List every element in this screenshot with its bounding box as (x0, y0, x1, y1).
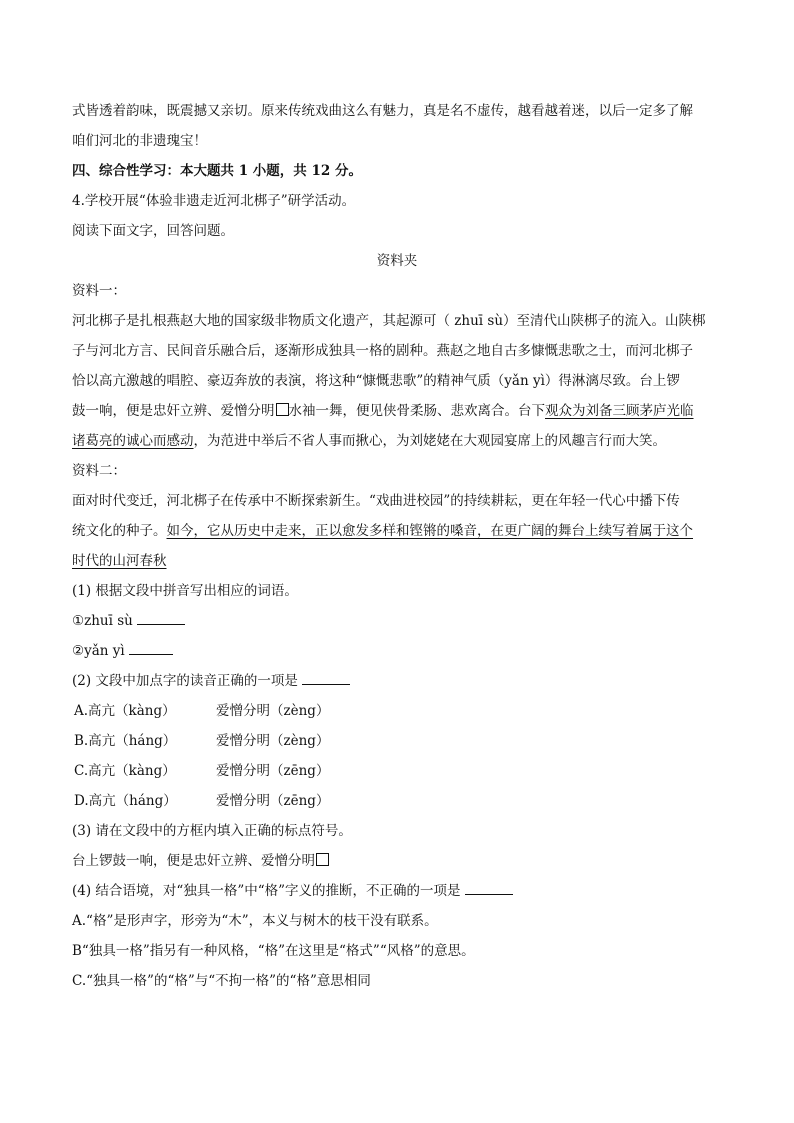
underlined-sentence-part-2: 诸葛亮的诚心而感动 (72, 433, 194, 449)
material-2-line-2-pre: 统文化的种子。 (72, 523, 167, 539)
underlined-sentence-part-1: 观众为刘备三顾茅庐光临 (545, 403, 694, 419)
option-b-col: 爱憎分明（zēng） (216, 763, 330, 779)
intro-line-2: 咱们河北的非遗瑰宝！ (72, 133, 207, 149)
underlined-sentence-part-1: 如今，它从历史中走来，正以愈发多样和铿锵的嗓音，在更广阔的舞台上续写着属于这个 (166, 523, 693, 539)
material-1-label: 资料一： (72, 283, 126, 299)
page-content (72, 100, 722, 1000)
sub-question-3-prompt: (3) 请在文段中的方框内填入正确的标点符号。 (72, 823, 352, 839)
sub-question-1-item (72, 610, 722, 632)
answer-blank[interactable] (302, 670, 350, 685)
underlined-sentence-part-2: 时代的山河春秋 (72, 553, 167, 569)
pinyin-item: ①zhuī sù (72, 613, 133, 629)
option-a-col: C.高亢（kàng） (74, 763, 176, 779)
option-b-col: 爱憎分明（zèng） (216, 703, 330, 719)
sub-question-1-prompt: (1) 根据文段中拼音写出相应的词语。 (72, 583, 298, 599)
question-4-instruction: 阅读下面文字，回答问题。 (72, 223, 234, 239)
material-1-line-5-rest: ，为范进中举后不省人事而揪心，为刘姥姥在大观园宴席上的风趣言行而大笑。 (193, 433, 666, 449)
answer-blank[interactable] (465, 880, 513, 895)
material-2-label: 资料二： (72, 463, 126, 479)
intro-line-1: 式皆透着韵味，既震撼又亲切。原来传统戏曲这么有魅力，真是名不虚传，越看越着迷，以后一定多了解 (72, 103, 693, 119)
sub-question-3-text (72, 850, 722, 872)
material-2-line-2 (72, 520, 722, 542)
option-a-col: D.高亢（háng） (74, 793, 177, 809)
material-1-line-4-pre: 鼓一响，便是忠奸立辨、爱憎分明 (72, 403, 275, 419)
sub-question-2-prompt (72, 670, 722, 692)
sub-question-4-text: (4) 结合语境，对“独具一格”中“格”字义的推断，不正确的一项是 (72, 883, 461, 899)
material-1-line-4-post: 水袖一舞，便见侠骨柔肠、悲欢离合。台下 (288, 403, 545, 419)
option-b-col: 爱憎分明（zèng） (216, 733, 330, 749)
material-1-line-5 (72, 430, 722, 452)
option-a-col: A.高亢（kàng） (74, 703, 176, 719)
material-1-line: 恰以高亢激越的唱腔、豪迈奔放的表演，将这种“慷慨悲歌”的精神气质（yǎn yì）得淋漓尽致。台上锣 (72, 373, 680, 389)
option-b-col: 爱憎分明（zēng） (216, 793, 330, 809)
sub-question-2-text: (2) 文段中加点字的读音正确的一项是 (72, 673, 298, 689)
material-2-line-3 (72, 550, 722, 572)
answer-blank[interactable] (129, 640, 173, 655)
material-1-line-4 (72, 400, 722, 422)
sub-question-3-sentence: 台上锣鼓一响，便是忠奸立辨、爱憎分明 (72, 853, 315, 869)
pinyin-item: ②yǎn yì (72, 643, 125, 659)
section-heading: 四、综合性学习：本大题共 1 小题，共 12 分。 (72, 163, 362, 179)
material-2-line-1: 面对时代变迁，河北梆子在传承中不断探索新生。“戏曲进校园”的持续耕耘，更在年轻一代心中播下传 (72, 493, 680, 509)
option-row (72, 700, 722, 722)
answer-blank[interactable] (137, 610, 185, 625)
sub-question-4-option: B“独具一格”指另有一种风格，“格”在这里是“格式”“风格”的意思。 (72, 943, 475, 959)
punctuation-box[interactable] (316, 853, 329, 866)
sub-question-4-option: A.“格”是形声字，形旁为“木”，本义与树木的枝干没有联系。 (72, 913, 438, 929)
sub-question-4-option: C.“独具一格”的“格”与“不拘一格”的“格”意思相同 (72, 973, 371, 989)
material-1-line: 河北梆子是扎根燕赵大地的国家级非物质文化遗产，其起源可（ zhuī sù）至清代山陕梆子的流入。山陕梆 (72, 313, 706, 329)
option-row (72, 760, 722, 782)
option-row (72, 790, 722, 812)
question-4-title: 4.学校开展“体验非遗走近河北梆子”研学活动。 (72, 193, 356, 209)
sub-question-4-prompt (72, 880, 722, 902)
option-row (72, 730, 722, 752)
material-1-line: 子与河北方言、民间音乐融合后，逐渐形成独具一格的剧种。燕赵之地自古多慷慨悲歌之士，而河北梆子 (72, 343, 693, 359)
sub-question-1-item (72, 640, 722, 662)
folder-title: 资料夹 (376, 253, 418, 269)
punctuation-box (276, 403, 289, 416)
option-a-col: B.高亢（háng） (74, 733, 177, 749)
